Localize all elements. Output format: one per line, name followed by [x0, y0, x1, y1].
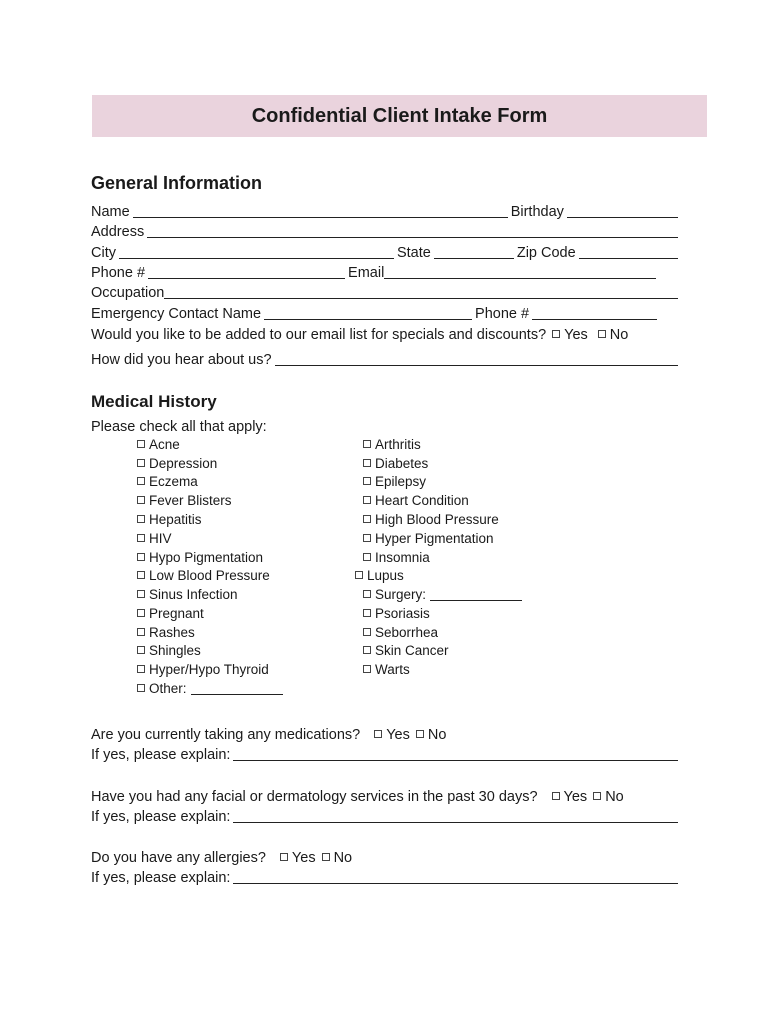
city-field[interactable] [119, 244, 394, 259]
explain-label: If yes, please explain: [91, 870, 231, 886]
occupation-label: Occupation [91, 285, 165, 301]
medical-history-heading: Medical History [91, 392, 217, 411]
emergency-phone-label: Phone # [475, 306, 530, 322]
medications-explain-field[interactable] [233, 746, 678, 761]
condition-item[interactable]: Fever Blisters [137, 491, 232, 509]
condition-item[interactable]: Insomnia [363, 548, 430, 566]
checkbox-icon[interactable] [363, 534, 371, 542]
checkbox-icon[interactable] [137, 628, 145, 636]
checkbox-icon[interactable] [363, 609, 371, 617]
condition-item[interactable]: Hypo Pigmentation [137, 548, 263, 566]
checkbox-icon[interactable] [363, 459, 371, 467]
condition-item[interactable]: Arthritis [363, 435, 421, 453]
checkbox-icon[interactable] [363, 440, 371, 448]
allergies-explain-row [91, 866, 681, 886]
form-title: Confidential Client Intake Form [251, 104, 548, 127]
condition-item[interactable]: Diabetes [363, 454, 428, 472]
checkbox-icon[interactable] [355, 571, 363, 579]
checkbox-icon[interactable] [374, 730, 382, 738]
condition-item[interactable]: Lupus [355, 566, 404, 584]
checkbox-icon[interactable] [363, 665, 371, 673]
checkbox-icon[interactable] [137, 534, 145, 542]
explain-label: If yes, please explain: [91, 747, 231, 763]
birthday-field[interactable] [567, 203, 678, 218]
condition-item[interactable]: Sinus Infection [137, 585, 238, 603]
name-row [91, 200, 681, 220]
allergies-yes-option[interactable]: Yes [280, 850, 316, 866]
condition-item[interactable]: Shingles [137, 641, 201, 659]
medications-question: Are you currently taking any medications? [91, 727, 361, 743]
condition-item[interactable]: Hepatitis [137, 510, 202, 528]
email-list-yes-option[interactable] [552, 327, 588, 343]
medical-instruction: Please check all that apply: [91, 419, 267, 435]
name-label: Name [91, 204, 130, 220]
condition-item[interactable]: Hyper/Hypo Thyroid [137, 660, 269, 678]
hear-row [91, 348, 681, 368]
checkbox-icon[interactable] [322, 853, 330, 861]
condition-item[interactable]: Seborrhea [363, 623, 438, 641]
occupation-field[interactable] [164, 284, 678, 299]
checkbox-icon[interactable] [137, 553, 145, 561]
email-label: Email [348, 265, 385, 281]
allergies-no-option[interactable]: No [322, 850, 353, 866]
services-explain-field[interactable] [233, 808, 678, 823]
checkbox-icon[interactable] [137, 590, 145, 598]
emergency-contact-field[interactable] [264, 305, 472, 320]
emergency-phone-field[interactable] [532, 305, 657, 320]
condition-item[interactable]: Low Blood Pressure [137, 566, 270, 584]
emergency-contact-label: Emergency Contact Name [91, 306, 262, 322]
checkbox-icon[interactable] [137, 515, 145, 523]
explain-label: If yes, please explain: [91, 809, 231, 825]
condition-item[interactable]: Pregnant [137, 604, 204, 622]
checkbox-icon[interactable] [363, 646, 371, 654]
medications-explain-row [91, 743, 681, 763]
checkbox-icon[interactable] [552, 330, 560, 338]
yes-label: Yes [564, 327, 588, 343]
email-field[interactable] [384, 264, 656, 279]
checkbox-icon[interactable] [137, 459, 145, 467]
checkbox-icon[interactable] [137, 571, 145, 579]
checkbox-icon[interactable] [137, 646, 145, 654]
allergies-question: Do you have any allergies? [91, 850, 266, 866]
checkbox-icon[interactable] [363, 515, 371, 523]
checkbox-icon[interactable] [598, 330, 606, 338]
condition-item[interactable]: Warts [363, 660, 410, 678]
medications-yes-option[interactable]: Yes [374, 727, 410, 743]
checkbox-icon[interactable] [280, 853, 288, 861]
email-list-row [91, 323, 681, 343]
checkbox-icon[interactable] [416, 730, 424, 738]
condition-item[interactable]: Psoriasis [363, 604, 430, 622]
address-row [91, 220, 681, 240]
checkbox-icon[interactable] [137, 440, 145, 448]
occupation-row [91, 281, 681, 301]
checkbox-icon[interactable] [363, 628, 371, 636]
condition-item[interactable]: High Blood Pressure [363, 510, 499, 528]
birthday-label: Birthday [510, 204, 564, 220]
checkbox-icon[interactable] [552, 792, 560, 800]
hear-field[interactable] [275, 351, 678, 366]
condition-item[interactable]: Hyper Pigmentation [363, 529, 494, 547]
condition-item[interactable]: Epilepsy [363, 472, 426, 490]
condition-item-other[interactable]: Other: [137, 679, 283, 697]
city-label: City [91, 245, 116, 261]
medical-instruction-row [91, 415, 681, 435]
email-list-no-option[interactable] [598, 327, 629, 343]
other-field[interactable] [191, 682, 283, 695]
checkbox-icon[interactable] [363, 496, 371, 504]
condition-item[interactable]: Acne [137, 435, 180, 453]
phone-label: Phone # [91, 265, 146, 281]
checkbox-icon[interactable] [363, 477, 371, 485]
form-title-bar [92, 95, 707, 137]
allergies-explain-field[interactable] [233, 869, 678, 884]
general-information-heading: General Information [91, 173, 263, 193]
hear-label: How did you hear about us? [91, 352, 272, 368]
checkbox-icon[interactable] [137, 684, 145, 692]
condition-item[interactable]: Heart Condition [363, 491, 469, 509]
no-label: No [609, 327, 629, 343]
checkbox-icon[interactable] [137, 477, 145, 485]
phone-field[interactable] [148, 264, 345, 279]
zip-label: Zip Code [516, 245, 576, 261]
condition-item[interactable]: Eczema [137, 472, 198, 490]
condition-item-surgery[interactable]: Surgery: [363, 585, 522, 603]
allergies-row [91, 846, 681, 866]
checkbox-icon[interactable] [363, 590, 371, 598]
zip-field[interactable] [579, 244, 678, 259]
checkbox-icon[interactable] [593, 792, 601, 800]
condition-item[interactable]: Depression [137, 454, 217, 472]
services-explain-row [91, 805, 681, 825]
medications-row [91, 723, 681, 743]
name-field[interactable] [133, 203, 508, 218]
condition-item[interactable]: Rashes [137, 623, 195, 641]
checkbox-icon[interactable] [137, 665, 145, 673]
medications-no-option[interactable]: No [416, 727, 447, 743]
address-label: Address [91, 224, 145, 240]
phone-row [91, 261, 681, 281]
surgery-field[interactable] [430, 588, 522, 601]
services-row [91, 785, 681, 805]
checkbox-icon[interactable] [363, 553, 371, 561]
condition-item[interactable]: HIV [137, 529, 172, 547]
email-list-question: Would you like to be added to our email list for specials and discounts? [91, 327, 547, 343]
services-question: Have you had any facial or dermatology services in the past 30 days? [91, 789, 538, 805]
state-label: State [396, 245, 431, 261]
services-no-option[interactable]: No [593, 789, 624, 805]
city-row [91, 241, 681, 261]
checkbox-icon[interactable] [137, 496, 145, 504]
checkbox-icon[interactable] [137, 609, 145, 617]
condition-item[interactable]: Skin Cancer [363, 641, 449, 659]
services-yes-option[interactable]: Yes [552, 789, 588, 805]
address-field[interactable] [147, 223, 678, 238]
emergency-contact-row [91, 302, 681, 322]
state-field[interactable] [434, 244, 514, 259]
